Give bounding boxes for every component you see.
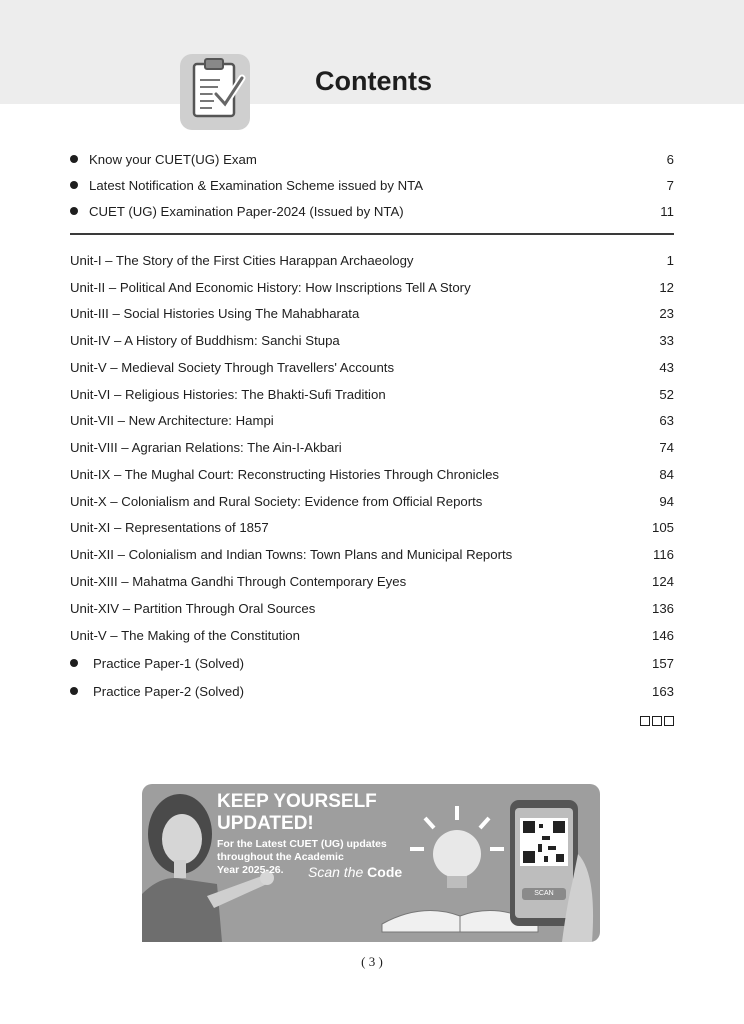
bullet-icon bbox=[70, 687, 78, 695]
item-label: Know your CUET(UG) Exam bbox=[89, 151, 257, 167]
unit-label: Unit-XI – Representations of 1857 bbox=[70, 519, 269, 535]
unit-row[interactable] bbox=[70, 463, 674, 485]
page-number: 146 bbox=[651, 627, 674, 643]
item-label: CUET (UG) Examination Paper-2024 (Issued by NTA) bbox=[89, 203, 404, 219]
unit-row[interactable] bbox=[70, 490, 674, 512]
page-number: 52 bbox=[659, 386, 674, 402]
qr-code-icon bbox=[520, 818, 568, 866]
banner-headline bbox=[217, 791, 417, 835]
page-number: 105 bbox=[651, 519, 674, 535]
page-number: 84 bbox=[659, 466, 674, 482]
banner-subtext-line: Year 2025-26. bbox=[217, 864, 284, 876]
banner-headline-line: KEEP YOURSELF bbox=[217, 791, 377, 812]
unit-label: Unit-V – Medieval Society Through Travellers' Accounts bbox=[70, 359, 395, 375]
page-footer-number: ( 3 ) bbox=[361, 954, 383, 969]
bullet-icon bbox=[70, 155, 78, 163]
scan-the-code[interactable] bbox=[308, 864, 402, 880]
unit-row[interactable] bbox=[70, 383, 674, 405]
unit-row[interactable] bbox=[70, 249, 674, 271]
page-number: 136 bbox=[651, 600, 674, 616]
unit-row[interactable] bbox=[70, 597, 674, 619]
page-number: 6 bbox=[666, 151, 674, 167]
page-number: 11 bbox=[660, 203, 674, 219]
item-label: Latest Notification & Examination Scheme issued by NTA bbox=[89, 177, 423, 193]
unit-row[interactable] bbox=[70, 624, 674, 646]
page-number: 7 bbox=[666, 177, 674, 193]
list-item[interactable] bbox=[70, 200, 674, 222]
end-squares-icon bbox=[640, 716, 674, 726]
unit-label: Unit-II – Political And Economic History: How Inscriptions Tell A Story bbox=[70, 279, 471, 295]
unit-row[interactable] bbox=[70, 329, 674, 351]
banner-subtext-line: throughout the Academic bbox=[217, 851, 344, 863]
page-number: 124 bbox=[651, 573, 674, 589]
page-number: 23 bbox=[659, 305, 674, 321]
unit-label: Unit-XII – Colonialism and Indian Towns: Town Plans and Municipal Reports bbox=[70, 546, 513, 562]
scan-button-label: SCAN bbox=[534, 890, 554, 897]
unit-label: Unit-I – The Story of the First Cities Harappan Archaeology bbox=[70, 252, 414, 268]
page-title: Contents bbox=[315, 66, 432, 96]
unit-label: Unit-III – Social Histories Using The Mahabharata bbox=[70, 305, 360, 321]
page-number: 157 bbox=[651, 655, 674, 671]
unit-row[interactable] bbox=[70, 409, 674, 431]
lightbulb-icon bbox=[410, 806, 504, 888]
unit-row[interactable] bbox=[70, 543, 674, 565]
unit-row[interactable] bbox=[70, 570, 674, 592]
page-number: 43 bbox=[659, 359, 674, 375]
unit-label: Unit-IX – The Mughal Court: Reconstructing Histories Through Chronicles bbox=[70, 466, 500, 482]
bullet-icon bbox=[70, 181, 78, 189]
unit-label: Unit-V – The Making of the Constitution bbox=[70, 627, 300, 643]
list-item[interactable] bbox=[70, 148, 674, 170]
unit-row[interactable] bbox=[70, 276, 674, 298]
divider bbox=[70, 233, 674, 235]
phone-icon bbox=[510, 800, 593, 942]
page-number: 33 bbox=[659, 332, 674, 348]
unit-row[interactable] bbox=[70, 302, 674, 324]
unit-label: Unit-IV – A History of Buddhism: Sanchi Stupa bbox=[70, 332, 340, 348]
list-item[interactable] bbox=[70, 680, 674, 702]
bullet-icon bbox=[70, 207, 78, 215]
item-label: Practice Paper-2 (Solved) bbox=[93, 683, 244, 699]
page-number: 163 bbox=[651, 683, 674, 699]
page-number: 63 bbox=[659, 412, 674, 428]
item-label: Practice Paper-1 (Solved) bbox=[93, 655, 244, 671]
unit-label: Unit-XIV – Partition Through Oral Sources bbox=[70, 600, 316, 616]
unit-label: Unit-VIII – Agrarian Relations: The Ain-I-Akbari bbox=[70, 439, 342, 455]
list-item[interactable] bbox=[70, 174, 674, 196]
scan-bold: Code bbox=[367, 864, 403, 880]
unit-label: Unit-VI – Religious Histories: The Bhakti-Sufi Tradition bbox=[70, 386, 386, 402]
page-number: 1 bbox=[666, 252, 674, 268]
unit-label: Unit-XIII – Mahatma Gandhi Through Contemporary Eyes bbox=[70, 573, 407, 589]
page-number: 94 bbox=[659, 493, 674, 509]
bullet-icon bbox=[70, 659, 78, 667]
page-number: 116 bbox=[652, 546, 674, 562]
unit-row[interactable] bbox=[70, 436, 674, 458]
clipboard-check-icon bbox=[180, 54, 250, 130]
unit-label: Unit-X – Colonialism and Rural Society: Evidence from Official Reports bbox=[70, 493, 483, 509]
unit-label: Unit-VII – New Architecture: Hampi bbox=[70, 412, 274, 428]
unit-row[interactable] bbox=[70, 356, 674, 378]
banner-subtext-line: For the Latest CUET (UG) updates bbox=[217, 838, 387, 850]
page-number: 74 bbox=[659, 439, 674, 455]
scan-prefix: Scan the bbox=[308, 864, 364, 880]
page-number: 12 bbox=[659, 279, 674, 295]
banner-headline-line: UPDATED! bbox=[217, 813, 314, 834]
unit-row[interactable] bbox=[70, 516, 674, 538]
list-item[interactable] bbox=[70, 652, 674, 674]
